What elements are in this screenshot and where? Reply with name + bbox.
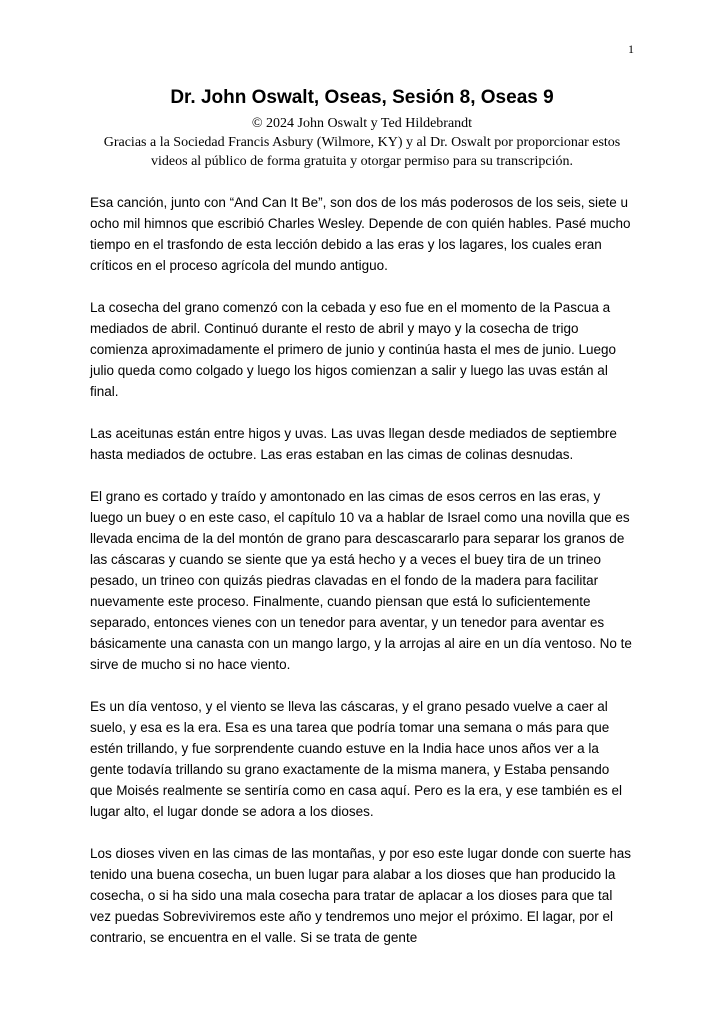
document-title: Dr. John Oswalt, Oseas, Sesión 8, Oseas 9 xyxy=(170,87,554,108)
attribution-line: Gracias a la Sociedad Francis Asbury (Wilmore, KY) y al Dr. Oswalt por proporcionar estos videos al público de forma gratuita y otorgar permiso para su transcripción. xyxy=(103,135,621,169)
document-body xyxy=(90,192,634,948)
body-paragraph: Esa canción, junto con “And Can It Be”, son dos de los más poderosos de los seis, siete u ocho mil himnos que escribió Charles Wesley. Depende de con quién hables. Pasé mucho tiempo en el trasfondo de esta lección debido a las eras y los lagares, los cuales eran críticos en el proceso agrícola del mundo antiguo. xyxy=(90,195,631,273)
copyright-line: © 2024 John Oswalt y Ted Hildebrandt xyxy=(251,116,473,131)
page-number: 1 xyxy=(628,42,634,56)
body-paragraph: Las aceitunas están entre higos y uvas. Las uvas llegan desde mediados de septiembre hasta mediados de octubre. Las eras estaban en las cimas de colinas desnudas. xyxy=(90,426,617,462)
body-paragraph: Es un día ventoso, y el viento se lleva las cáscaras, y el grano pesado vuelve a caer al suelo, y esa es la era. Esa es una tarea que podría tomar una semana o más para que estén trillando, y fue sorprendente cuando estuve en la India hace unos años ver a la gente todavía trillando su grano exactamente de la misma manera, y Estaba pensando que Moisés realmente se sentiría como en casa aquí. Pero es la era, y ese también es el lugar alto, el lugar donde se adora a los dioses. xyxy=(90,699,623,819)
body-paragraph: Los dioses viven en las cimas de las montañas, y por eso este lugar donde con suerte has tenido una buena cosecha, un buen lugar para alabar a los dioses que han producido la cosecha, o si ha sido una mala cosecha para tratar de aplacar a los dioses para que tal vez puedas Sobreviviremos este año y tendremos uno mejor el próximo. El lagar, por el contrario, se encuentra en el valle. Si se trata de gente xyxy=(90,846,632,945)
body-paragraph: El grano es cortado y traído y amontonado en las cimas de esos cerros en las eras, y luego un buey o en este caso, el capítulo 10 va a hablar de Israel como una novilla que es llevada encima de la del montón de grano para descascararlo para separar los granos de las cáscaras y cuando se siente que ya está hecho y a veces el buey tira de un trineo pesado, un trineo con quizás piedras clavadas en el fondo de la madera para facilitar nuevamente este proceso. Finalmente, cuando piensan que está lo suficientemente separado, entonces vienes con un tenedor para aventar, y un tenedor para aventar es básicamente una canasta con un mango largo, y la arrojas al aire en un día ventoso. No te sirve de mucho si no hace viento. xyxy=(90,489,632,672)
body-paragraph: La cosecha del grano comenzó con la cebada y eso fue en el momento de la Pascua a mediados de abril. Continuó durante el resto de abril y mayo y la cosecha de trigo comienza aproximadamente el primero de junio y continúa hasta el mes de junio. Luego julio queda como colgado y luego los higos comienzan a salir y luego las uvas están al final. xyxy=(90,300,617,399)
